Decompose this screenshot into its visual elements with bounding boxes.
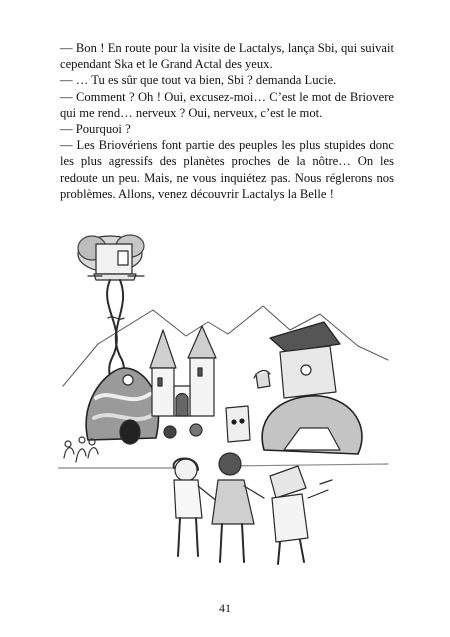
paragraph-1: — Bon ! En route pour la visite de Lactalys, lança Sbi, qui suivait cependant Ska et le Grand Actal des yeux. bbox=[60, 41, 394, 72]
dome-house-left bbox=[86, 368, 158, 444]
story-illustration bbox=[58, 218, 394, 572]
dome-house-right bbox=[254, 322, 362, 454]
children bbox=[174, 453, 332, 564]
paragraph-4: — Pourquoi ? bbox=[60, 122, 131, 137]
paragraph-3: — Comment ? Oh ! Oui, excusez-moi… C’est le mot de Briovere qui me rend… nerveux ? Oui, nerveux, c’est le mot. bbox=[60, 89, 394, 120]
castle bbox=[150, 326, 216, 416]
page-number: 41 bbox=[219, 601, 231, 615]
story-text bbox=[60, 40, 394, 202]
paragraph-2: — … Tu es sûr que tout va bien, Sbi ? demanda Lucie. bbox=[60, 73, 337, 88]
paragraph-5: — Les Briovériens font partie des peuples les plus stupides donc les plus agressifs des planètes proches de la nôtre… On les redoute un peu. Mais, ne vous inquiétez pas. Nous réglerons nos problèmes. Allons, venez découvrir Lactalys la Belle ! bbox=[60, 138, 394, 201]
